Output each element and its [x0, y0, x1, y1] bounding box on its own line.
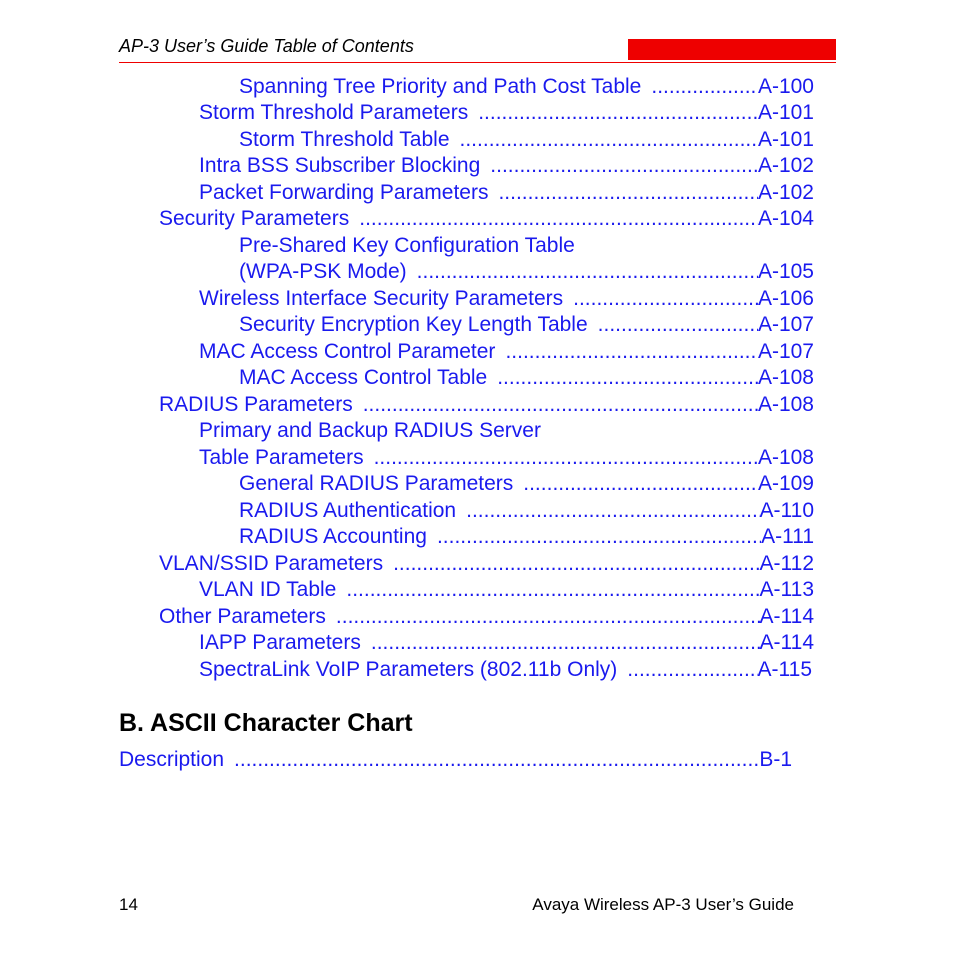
toc-entry-intra-bss-blocking[interactable]: Intra BSS Subscriber Blocking ..... A-102 [199, 154, 814, 178]
toc-entry-other-parameters[interactable]: Other Parameters ..... A-114 [159, 605, 814, 629]
toc-entry-encryption-key-length[interactable]: Security Encryption Key Length Table ..... A-107 [239, 313, 814, 337]
toc-entry-general-radius[interactable]: General RADIUS Parameters ..... A-109 [239, 472, 814, 496]
toc-entry-psk-table[interactable]: (WPA-PSK Mode) ..... A-105 [239, 260, 814, 284]
toc-entry-storm-threshold-table[interactable]: Storm Threshold Table ..... A-101 [239, 128, 814, 152]
running-header-title: AP-3 User’s Guide Table of Contents [119, 36, 414, 56]
toc-entry-description[interactable]: Description ..... B-1 [119, 748, 792, 772]
toc-entry-psk-table-line1[interactable]: Pre-Shared Key Configuration Table [239, 234, 575, 257]
toc-entry-spanning-tree-table[interactable]: Spanning Tree Priority and Path Cost Table ..... A-100 [239, 75, 814, 99]
toc-entry-iapp-parameters[interactable]: IAPP Parameters ..... A-114 [199, 631, 814, 655]
toc-entry-radius-authentication[interactable]: RADIUS Authentication ..... A-110 [239, 499, 814, 523]
toc-entry-radius-server-table[interactable]: Table Parameters ..... A-108 [199, 446, 814, 470]
toc-entry-mac-access-table[interactable]: MAC Access Control Table ..... A-108 [239, 366, 814, 390]
footer-guide-title: Avaya Wireless AP-3 User’s Guide [532, 895, 794, 914]
toc-entry-vlan-ssid[interactable]: VLAN/SSID Parameters ..... A-112 [159, 552, 814, 576]
toc-entry-storm-threshold-parameters[interactable]: Storm Threshold Parameters ..... A-101 [199, 101, 814, 125]
toc-entry-wireless-interface-security[interactable]: Wireless Interface Security Parameters ..... A-106 [199, 287, 814, 311]
header-rule [119, 62, 836, 63]
toc-entry-spectralink-voip[interactable]: SpectraLink VoIP Parameters (802.11b Only) ..... A-115 [199, 658, 812, 682]
footer-page-number: 14 [119, 895, 138, 914]
toc-entry-packet-forwarding[interactable]: Packet Forwarding Parameters ..... A-102 [199, 181, 814, 205]
appendix-b-heading: B. ASCII Character Chart [119, 709, 413, 737]
toc-entry-radius-server-line1[interactable]: Primary and Backup RADIUS Server [199, 419, 541, 442]
toc-entry-radius-accounting[interactable]: RADIUS Accounting ..... A-111 [239, 525, 814, 549]
toc-entry-radius-parameters[interactable]: RADIUS Parameters ..... A-108 [159, 393, 814, 417]
toc-entry-security-parameters[interactable]: Security Parameters ..... A-104 [159, 207, 814, 231]
toc-entry-mac-access-parameter[interactable]: MAC Access Control Parameter ..... A-107 [199, 340, 814, 364]
toc-entry-vlan-id-table[interactable]: VLAN ID Table ..... A-113 [199, 578, 814, 602]
header-accent-bar [628, 39, 836, 60]
